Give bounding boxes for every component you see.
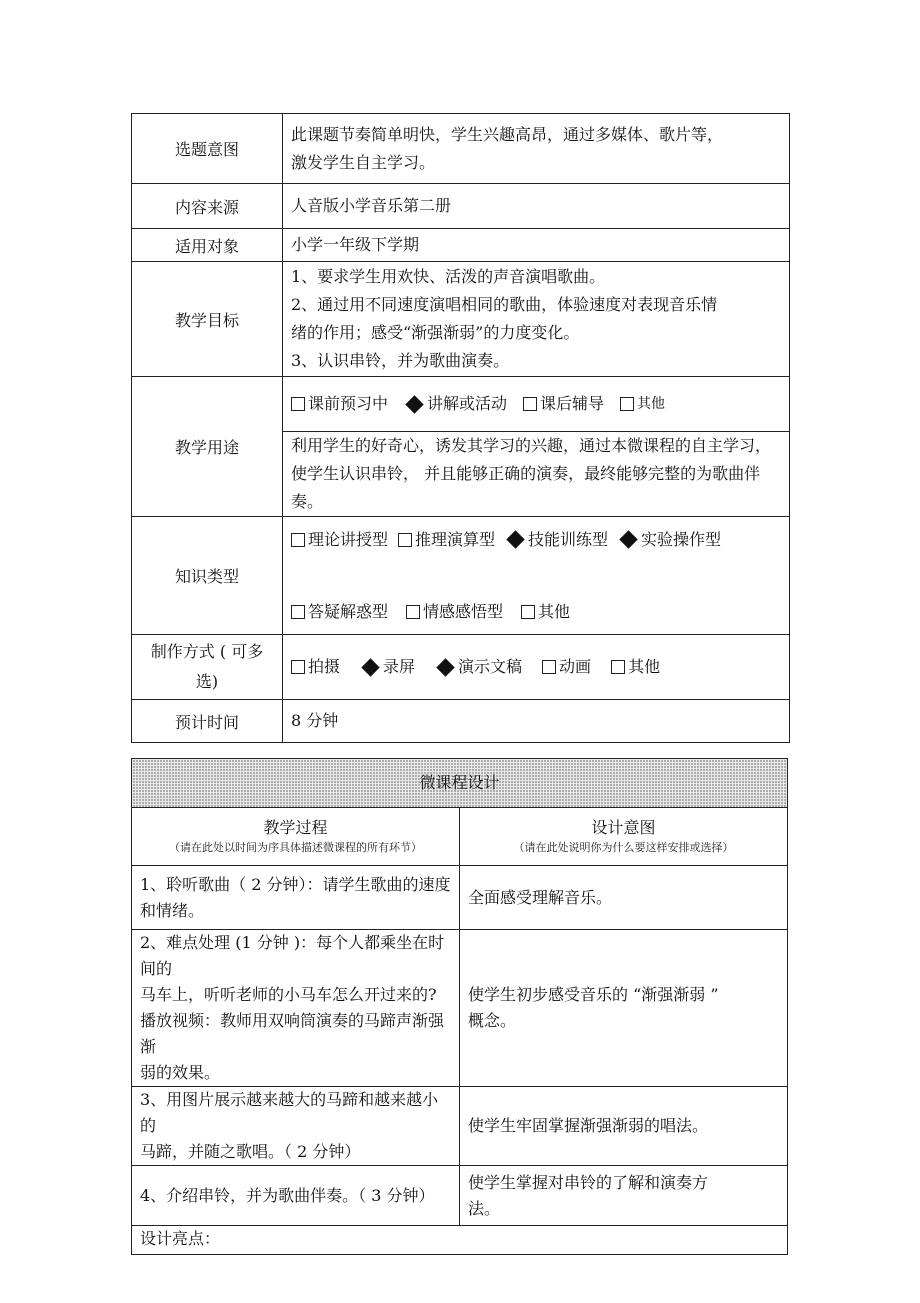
intent-cell: 使学生牢固掌握渐强渐弱的唱法。 — [460, 1087, 788, 1166]
label-topic-intent: 选题意图 — [132, 114, 283, 184]
checkbox-icon[interactable] — [291, 533, 305, 547]
label-production: 制作方式 ( 可多选) — [132, 635, 283, 700]
process-cell: 1、聆听歌曲（ 2 分钟）：请学生歌曲的速度 和情绪。 — [132, 866, 460, 930]
checkbox-icon[interactable] — [611, 660, 625, 674]
source-value: 人音版小学音乐第二册 — [283, 184, 790, 229]
checkbox-icon[interactable] — [542, 660, 556, 674]
label-audience: 适用对象 — [132, 229, 283, 262]
process-column-header: 教学过程 （请在此处以时间为序具体描述微课程的所有环节） — [132, 808, 460, 866]
knowledge-option[interactable]: 其他 — [521, 598, 570, 626]
checkbox-icon[interactable] — [523, 397, 537, 411]
checkbox-icon[interactable] — [291, 660, 305, 674]
knowledge-option[interactable]: 情感感悟型 — [406, 598, 503, 626]
checkbox-icon[interactable] — [406, 605, 420, 619]
usage-option[interactable]: 讲解或活动 — [404, 390, 507, 418]
usage-option[interactable]: 其他 — [620, 390, 665, 418]
course-info-table — [131, 113, 790, 743]
intent-cell: 使学生掌握对串铃的了解和演奏方 法。 — [460, 1166, 788, 1226]
production-option[interactable]: 演示文稿 — [435, 653, 522, 681]
checkbox-icon[interactable] — [291, 397, 305, 411]
label-source: 内容来源 — [132, 184, 283, 229]
knowledge-option[interactable]: 推理演算型 — [398, 526, 495, 554]
production-option[interactable]: 录屏 — [360, 653, 415, 681]
production-option[interactable]: 动画 — [542, 653, 591, 681]
checkbox-icon[interactable] — [521, 605, 535, 619]
selected-diamond-icon[interactable] — [361, 658, 379, 676]
selected-diamond-icon[interactable] — [436, 658, 454, 676]
selected-diamond-icon[interactable] — [619, 530, 637, 548]
production-options — [283, 635, 790, 700]
selected-diamond-icon[interactable] — [506, 530, 524, 548]
highlight-label: 设计亮点： — [132, 1226, 788, 1255]
knowledge-options — [283, 517, 790, 635]
intent-cell: 全面感受理解音乐。 — [460, 866, 788, 930]
design-table — [131, 758, 788, 1255]
design-table-title: 微课程设计 — [132, 759, 788, 808]
selected-diamond-icon[interactable] — [405, 395, 423, 413]
table-row — [132, 866, 788, 930]
table-row — [132, 1166, 788, 1226]
label-usage: 教学用途 — [132, 377, 283, 517]
intent-cell: 使学生初步感受音乐的 “渐强渐弱 ” 概念。 — [460, 930, 788, 1087]
intent-column-header: 设计意图 （请在此处说明你为什么要这样安排或选择） — [460, 808, 788, 866]
topic-intent-value: 此课题节奏简单明快，学生兴趣高昂，通过多媒体、歌片等， 激发学生自主学习。 — [283, 114, 790, 184]
production-option[interactable]: 拍摄 — [291, 653, 340, 681]
usage-option[interactable]: 课后辅导 — [523, 390, 604, 418]
label-duration: 预计时间 — [132, 700, 283, 743]
process-cell: 3、用图片展示越来越大的马蹄和越来越小的 马蹄，并随之歌唱。（ 2 分钟） — [132, 1087, 460, 1166]
production-option[interactable]: 其他 — [611, 653, 660, 681]
audience-value: 小学一年级下学期 — [283, 229, 790, 262]
knowledge-option[interactable]: 技能训练型 — [505, 526, 608, 554]
label-knowledge-type: 知识类型 — [132, 517, 283, 635]
knowledge-option[interactable]: 实验操作型 — [618, 526, 721, 554]
knowledge-option[interactable]: 理论讲授型 — [291, 526, 388, 554]
duration-value: 8 分钟 — [283, 700, 790, 743]
checkbox-icon[interactable] — [620, 397, 634, 411]
table-row — [132, 930, 788, 1087]
goals-value: 1、要求学生用欢快、活泼的声音演唱歌曲。 2、通过用不同速度演唱相同的歌曲，体验速度对表现音乐情 绪的作用；感受“渐强渐弱”的力度变化。 3、认识串铃，并为歌曲演奏。 — [283, 262, 790, 377]
table-row — [132, 1087, 788, 1166]
process-cell: 2、难点处理 (1 分钟 )：每个人都乘坐在时间的 马车上，听听老师的小马车怎么开过来的? 播放视频：教师用双响筒演奏的马蹄声渐强渐 弱的效果。 — [132, 930, 460, 1087]
usage-note: 利用学生的好奇心，诱发其学习的兴趣，通过本微课程的自主学习， 使学生认识串铃， 并且能够正确的演奏，最终能够完整的为歌曲伴奏。 — [283, 432, 790, 517]
usage-options — [283, 377, 790, 432]
table-row — [132, 1226, 788, 1255]
checkbox-icon[interactable] — [398, 533, 412, 547]
process-cell: 4、介绍串铃，并为歌曲伴奏。（ 3 分钟） — [132, 1166, 460, 1226]
label-goals: 教学目标 — [132, 262, 283, 377]
usage-option[interactable]: 课前预习中 — [291, 390, 388, 418]
knowledge-option[interactable]: 答疑解惑型 — [291, 598, 388, 626]
checkbox-icon[interactable] — [291, 605, 305, 619]
